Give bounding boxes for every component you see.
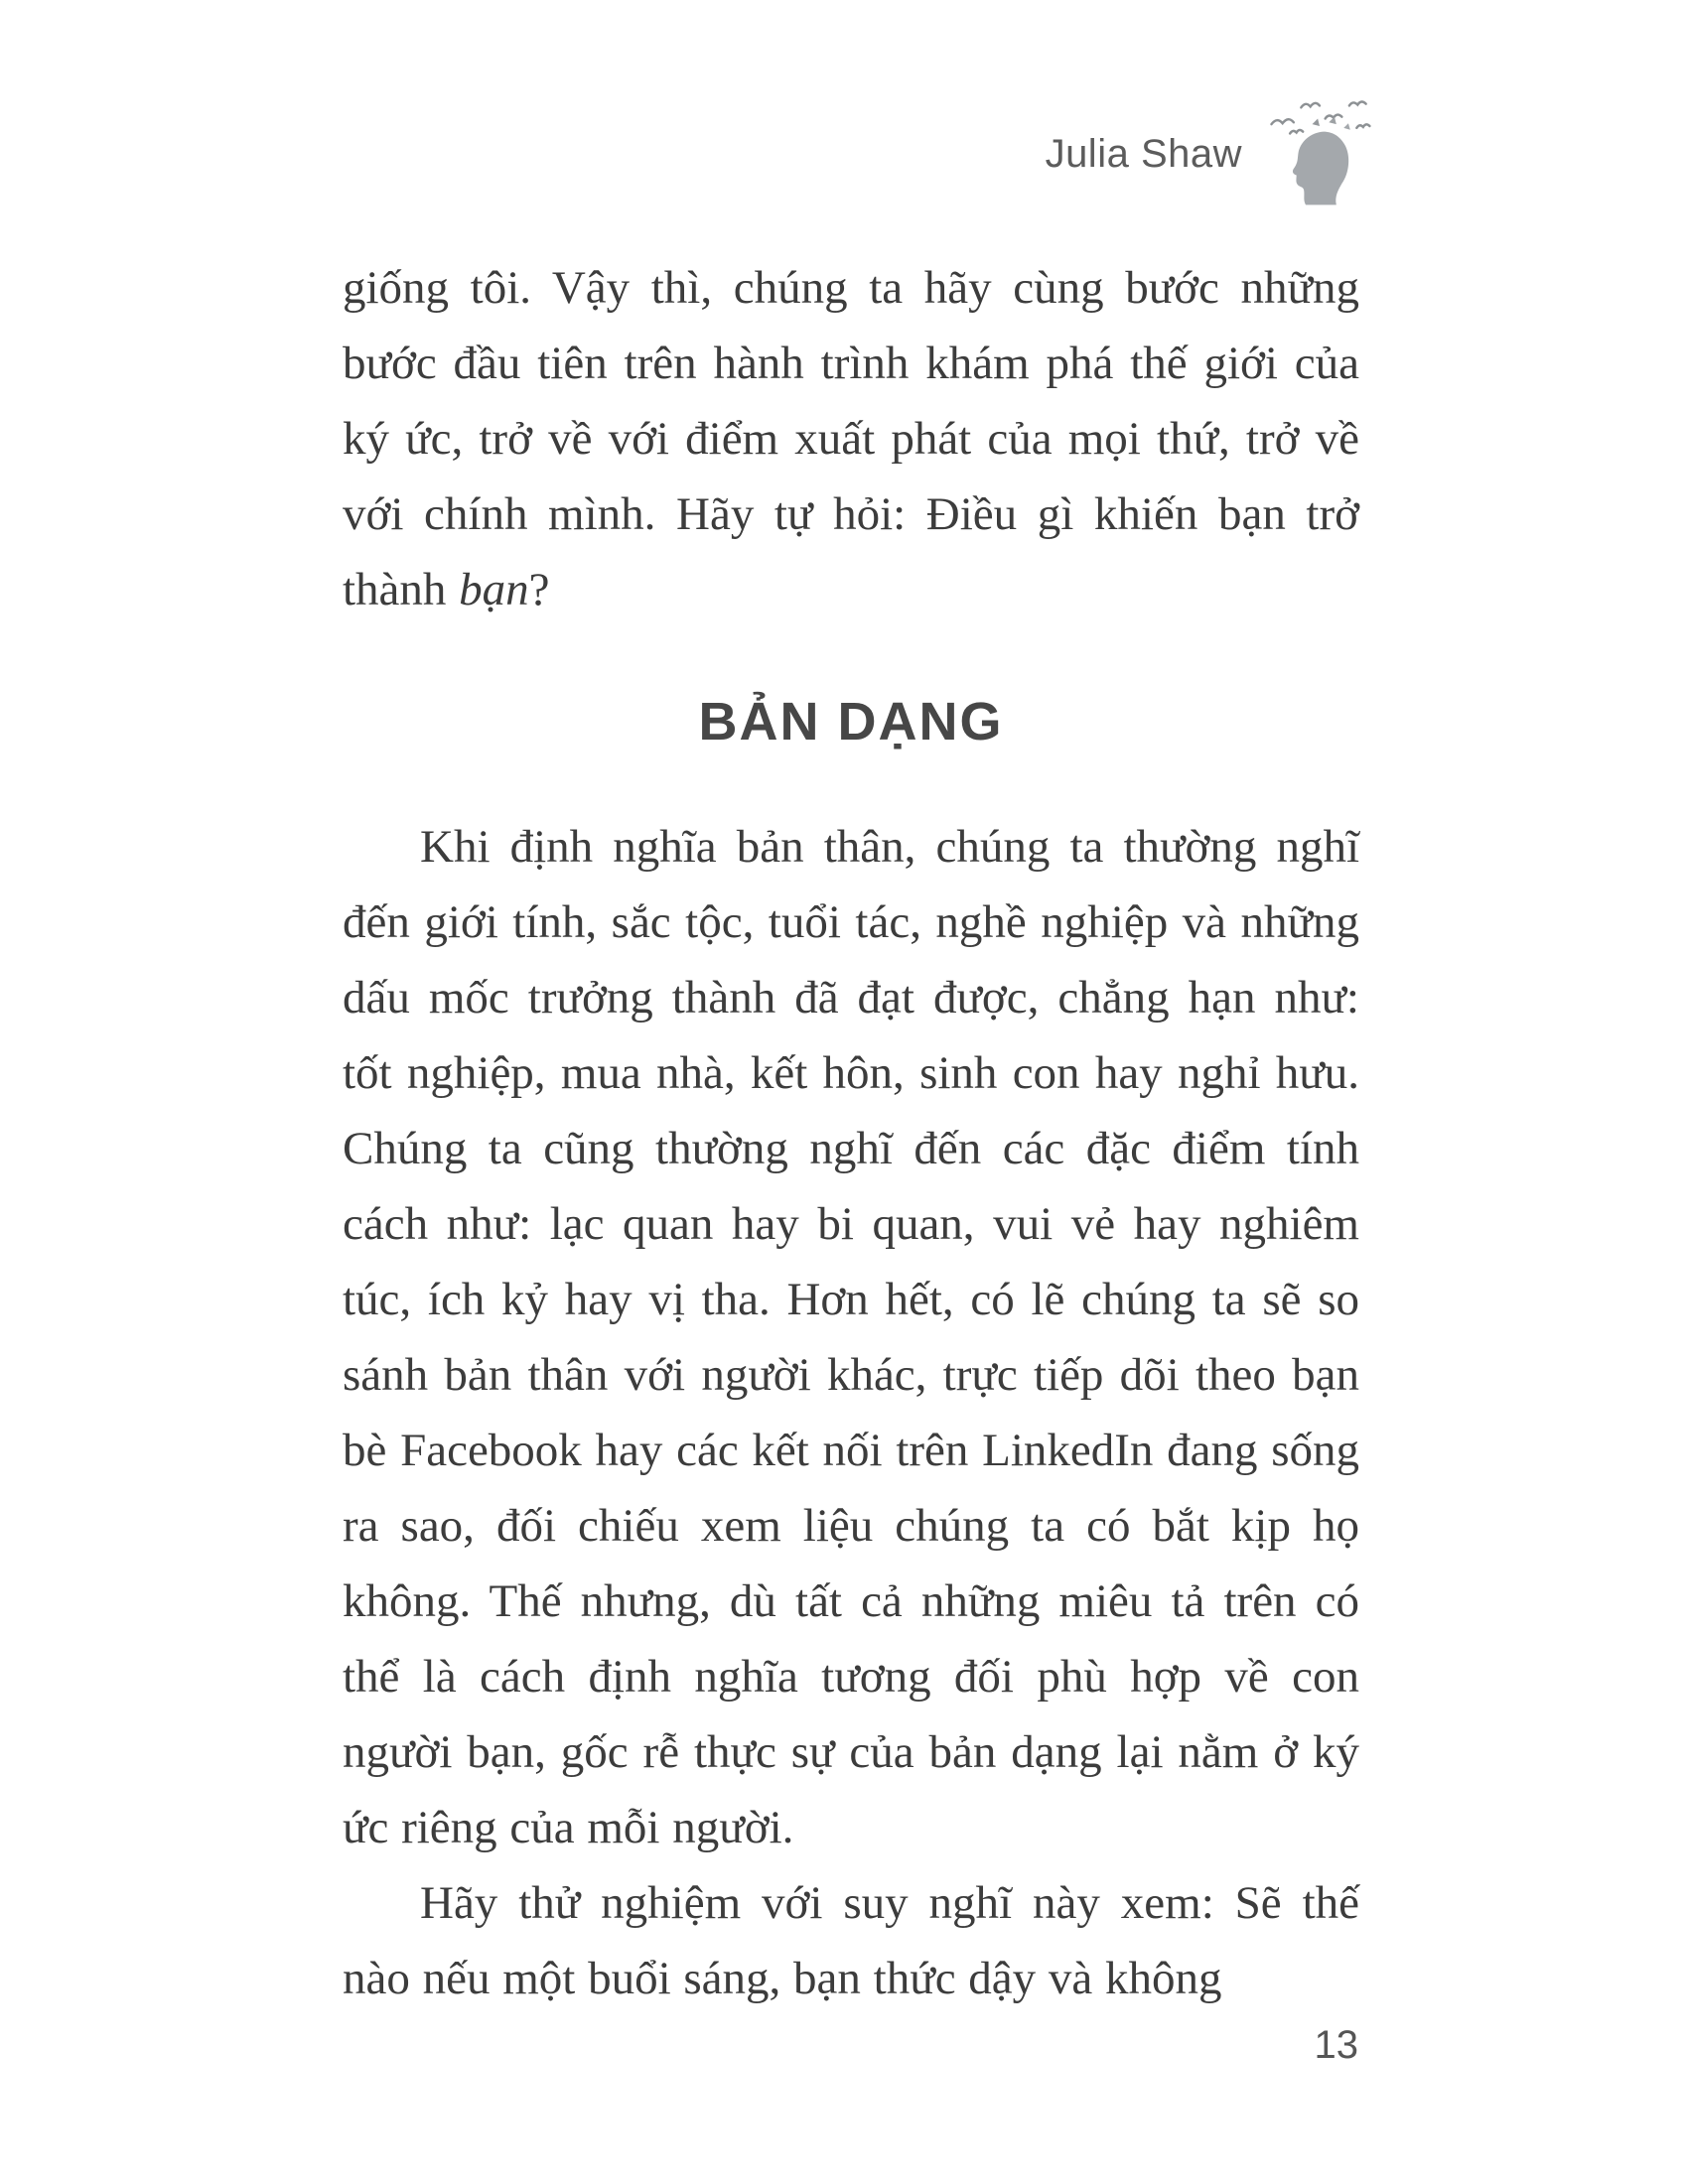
paragraph-continuation [343, 250, 1359, 627]
page-body [343, 250, 1359, 2016]
page-number: 13 [1314, 2023, 1358, 2067]
running-head [343, 95, 1375, 212]
paragraph: Khi định nghĩa bản thân, chúng ta thường nghĩ đến giới tính, sắc tộc, tuổi tác, nghề nghiệp và những dấu mốc trưởng thành đã đạt được, chẳng hạn như: tốt nghiệp, mua nhà, kết hôn, sinh con hay nghỉ hưu. Chúng ta cũng thường nghĩ đến các đặc điểm tính cách như: lạc quan hay bi quan, vui vẻ hay nghiêm túc, ích kỷ hay vị tha. Hơn hết, có lẽ chúng ta sẽ so sánh bản thân với người khác, trực tiếp dõi theo bạn bè Facebook hay các kết nối trên LinkedIn đang sống ra sao, đối chiếu xem liệu chúng ta có bắt kịp họ không. Thế nhưng, dù tất cả những miêu tả trên có thể là cách định nghĩa tương đối phù hợp về con người bạn, gốc rễ thực sự của bản dạng lại nằm ở ký ức riêng của mỗi người. [343, 821, 1359, 1854]
birds-icon [1271, 101, 1369, 133]
section-heading: BẢN DẠNG [698, 692, 1004, 751]
head-profile-with-birds-icon [1264, 95, 1375, 212]
paragraph-text: giống tôi. Vậy thì, chúng ta hãy cùng bước những bước đầu tiên trên hành trình khám phá thế giới của ký ức, trở về với điểm xuất phát của mọi thứ, trở về với chính mình. Hãy tự hỏi: Điều gì khiến bạn trở thành [343, 262, 1359, 615]
paragraph-text-suffix: ? [528, 564, 550, 615]
running-head-author: Julia Shaw [1045, 131, 1242, 176]
paragraph: Hãy thử nghiệm với suy nghĩ này xem: Sẽ thế nào nếu một buổi sáng, bạn thức dậy và không [343, 1877, 1359, 2005]
emphasized-word: bạn [459, 564, 529, 615]
